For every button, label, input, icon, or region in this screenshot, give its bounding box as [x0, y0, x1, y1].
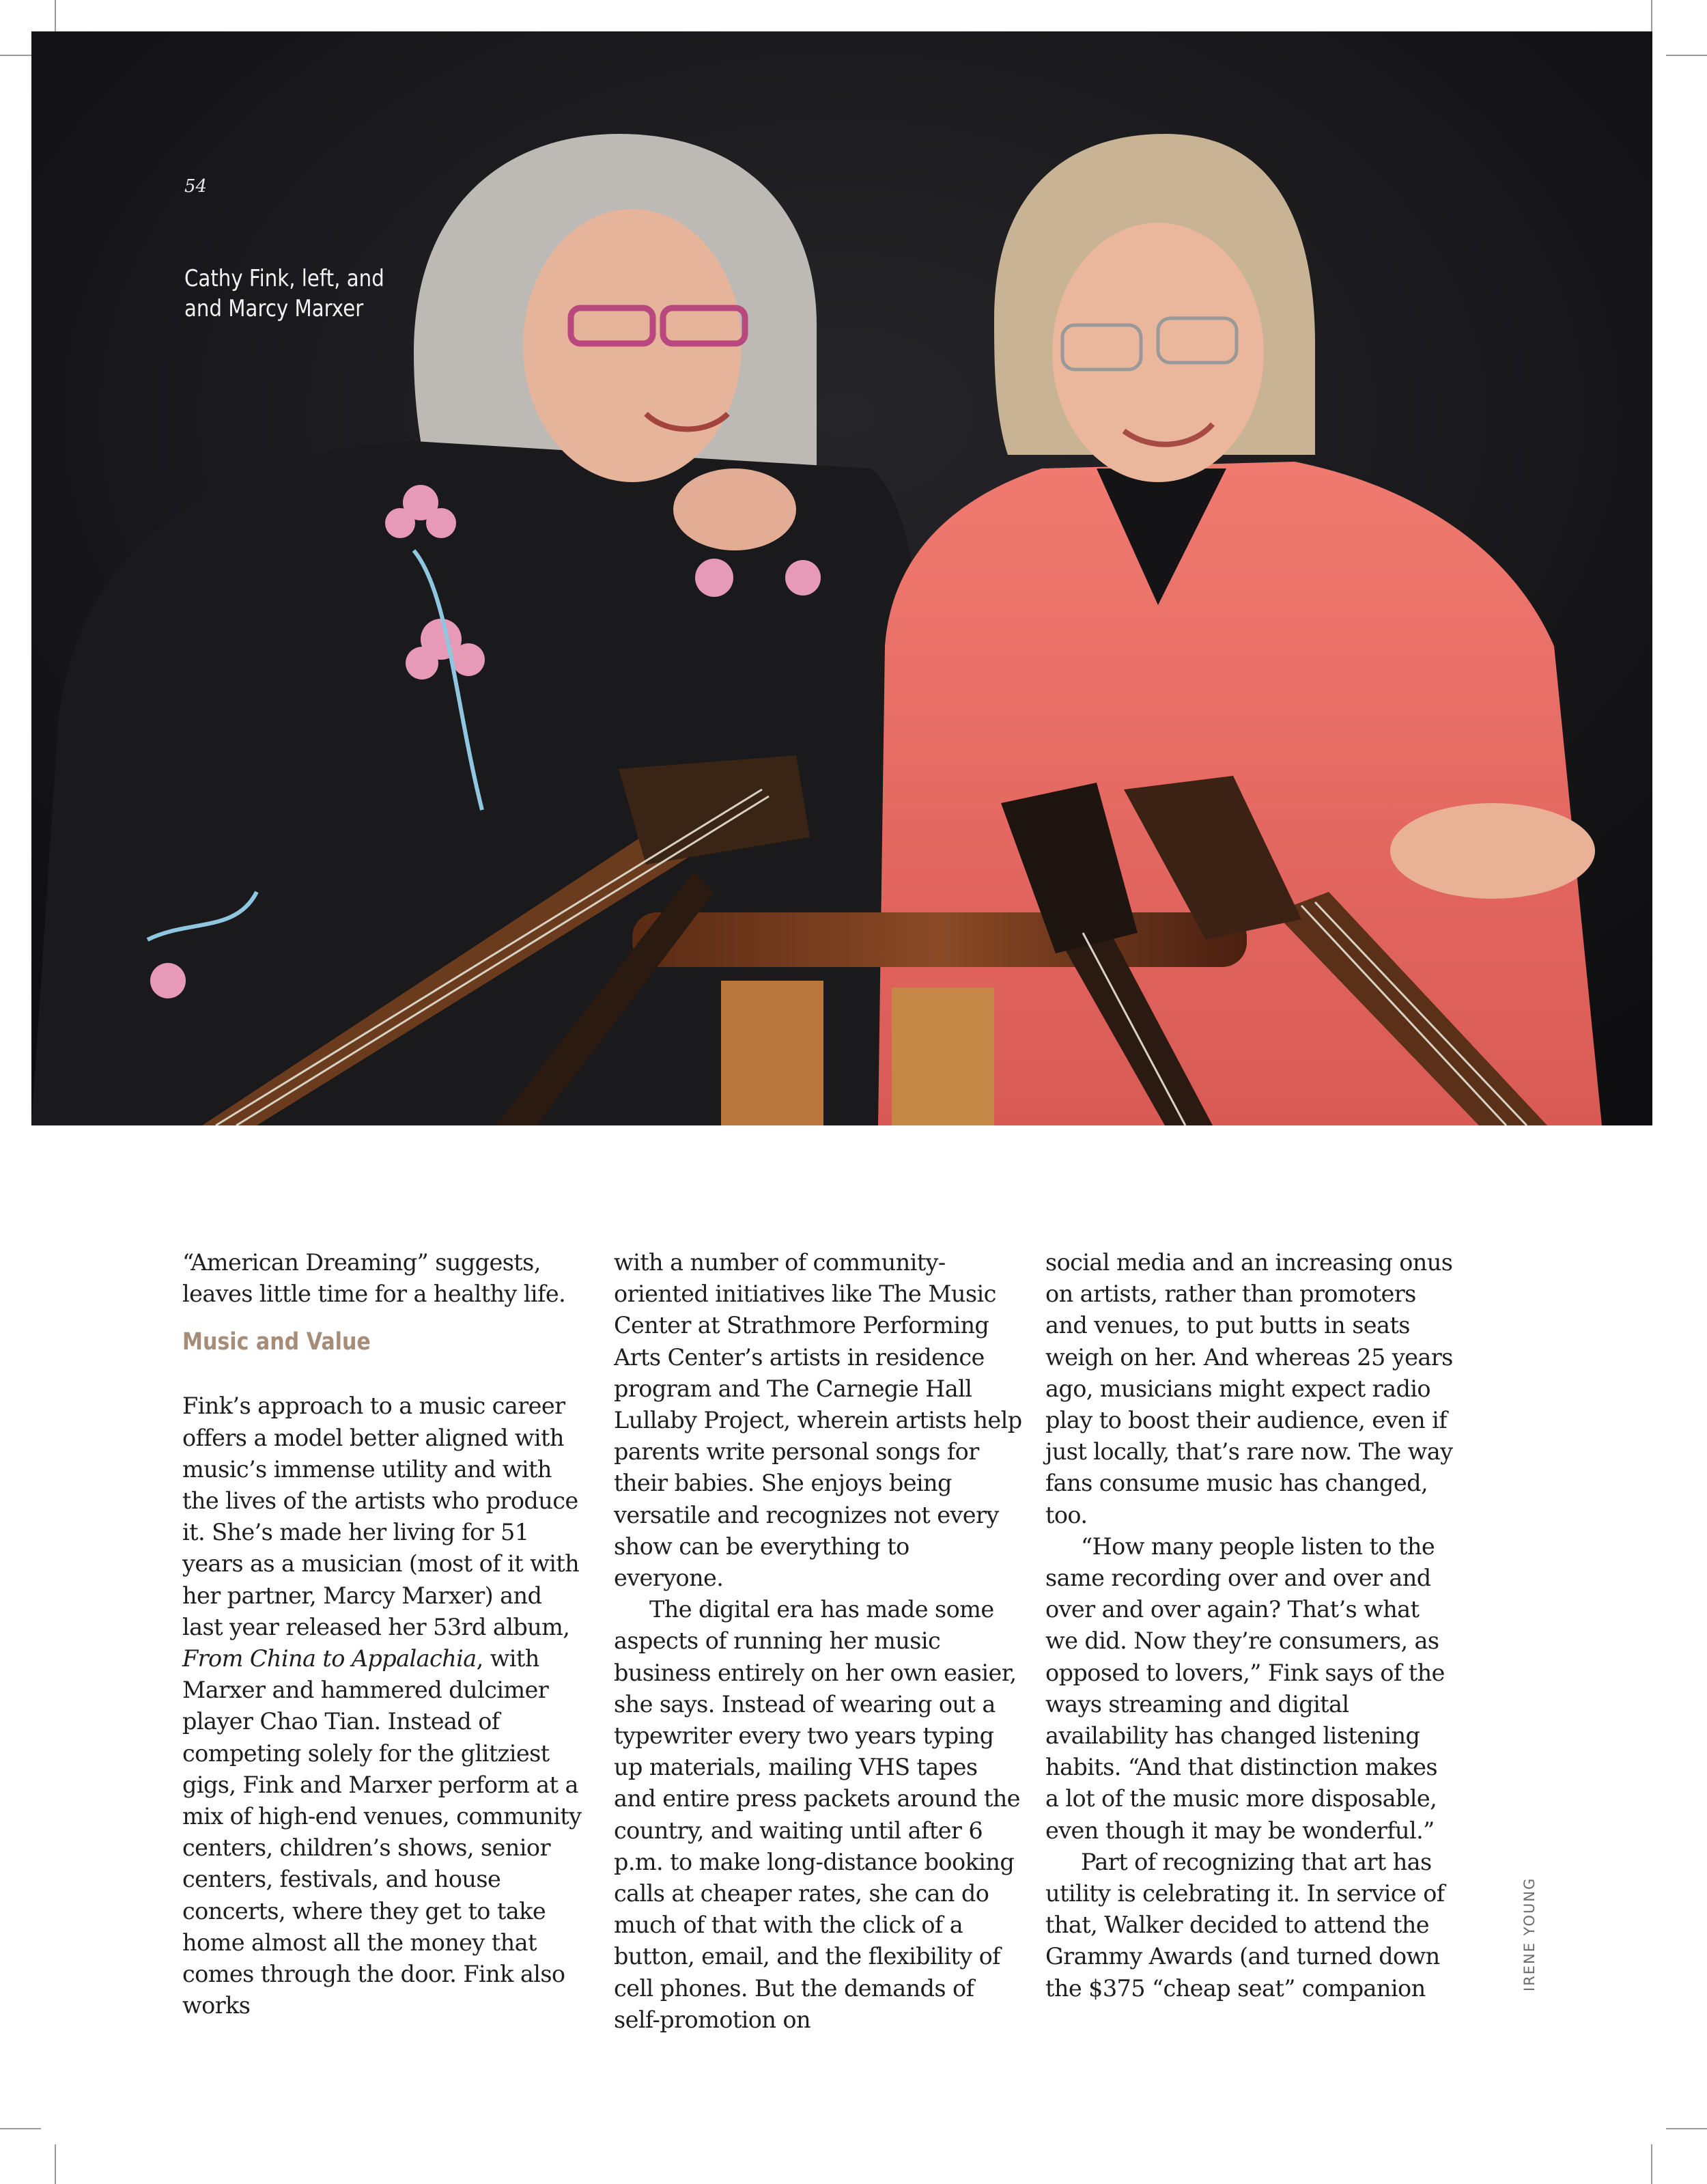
text-run: Fink’s approach to a music career offers a model better aligned with music’s immense utility and with the lives of the artists who produce it. She’s made her living for 51 years as a musician (most of it with her partner, Marcy Marxer) and last year released her 53rd album, [182, 1392, 580, 1640]
album-title: From China to Appalachia [182, 1645, 477, 1672]
section-subhead: Music and Value [182, 1328, 371, 1356]
article-column-2 [614, 1247, 1024, 2036]
paragraph [182, 1390, 585, 2021]
caption-line: Cathy Fink, left, and [184, 265, 384, 292]
crop-mark [1666, 2128, 1707, 2129]
article-column-3 [1045, 1247, 1455, 2004]
photo-illustration [31, 31, 1652, 1125]
crop-mark [1666, 55, 1707, 56]
article-column-1 [182, 1247, 585, 2021]
photo-caption [184, 264, 408, 324]
paragraph: with a number of community-oriented initiatives like The Music Center at Strathmore Performing Arts Center’s artists in residence program and The Carnegie Hall Lullaby Project, wherein artists help parents write personal songs for their babies. She enjoys being versatile and recognizes not every show can be everything to everyone. [614, 1249, 1022, 1592]
crop-mark [55, 2144, 56, 2184]
feature-photo [31, 31, 1652, 1125]
crop-mark [1651, 2144, 1652, 2184]
paragraph: “American Dreaming” suggests, leaves little time for a healthy life. [182, 1249, 566, 1308]
paragraph: “How many people listen to the same recording over and over and over and over again? That’s what we did. Now they’re consumers, as opposed to lovers,” Fink says of the ways streaming and digital availability has changed listening habits. “And that distinction makes a lot of the music more disposable, even though it may be wonderful.” [1045, 1532, 1445, 1844]
crop-mark [0, 2128, 41, 2129]
text-run: , with Marxer and hammered dulcimer player Chao Tian. Instead of competing solely for the glitziest gigs, Fink and Marxer perform at a mix of high-end venues, community centers, children’s shows, senior centers, festivals, and house concerts, where they get to take home almost all the money that comes through the door. Fink also works [182, 1645, 582, 2019]
page-number: 54 [184, 176, 208, 197]
caption-line: and Marcy Marxer [184, 295, 364, 322]
paragraph: Part of recognizing that art has utility is celebrating it. In service of that, Walker decided to attend the Grammy Awards (and turned down the $375 “cheap seat” companion [1045, 1848, 1445, 2002]
paragraph: social media and an increasing onus on artists, rather than promoters and venues, to put butts in seats weigh on her. And whereas 25 years ago, musicians might expect radio play to boost their audience, even if just locally, that’s rare now. The way fans consume music has changed, too. [1045, 1249, 1453, 1528]
paragraph: The digital era has made some aspects of running her music business entirely on her own easier, she says. Instead of wearing out a typewriter every two years typing up materials, mailing VHS tapes and entire press packets around the country, and waiting until after 6 p.m. to make long-distance booking calls at cheaper rates, she can do much of that with the click of a button, email, and the flexibility of cell phones. But the demands of self-promotion on [614, 1596, 1020, 2033]
photo-credit: IRENE YOUNG [1521, 1877, 1538, 1991]
